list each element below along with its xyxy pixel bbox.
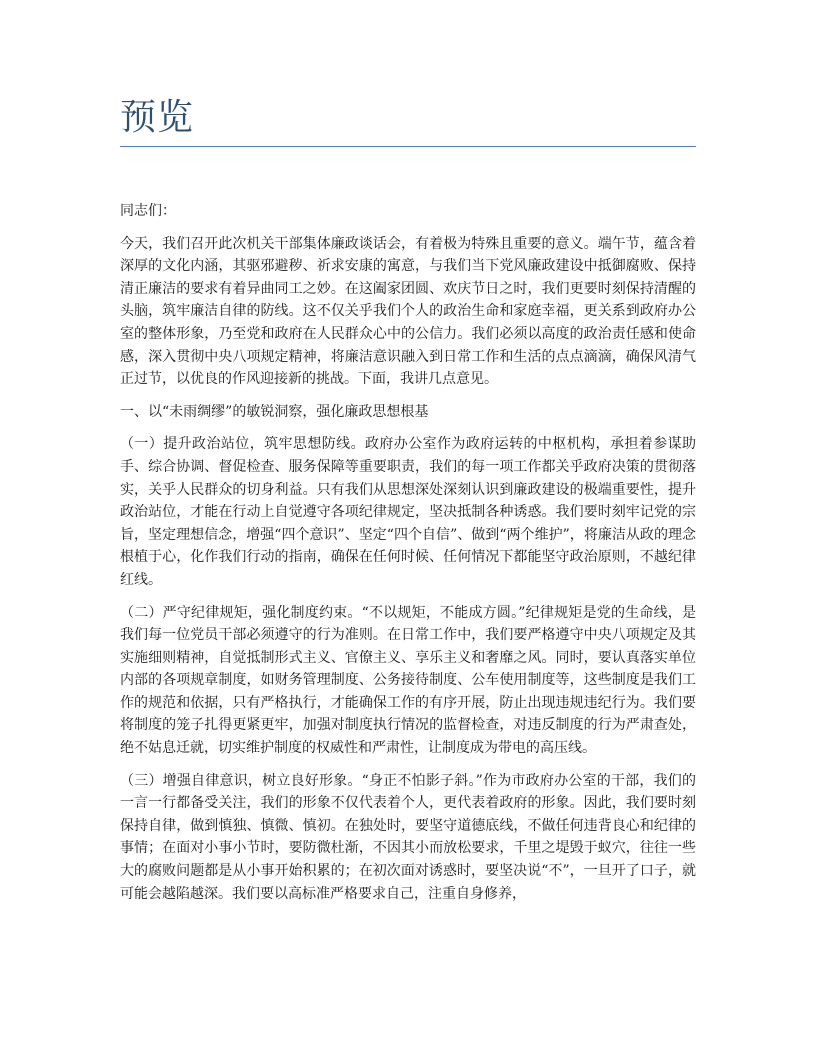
section-heading: 一、以“未雨绸缪”的敏锐洞察，强化廉政思想根基 (120, 403, 429, 420)
salutation: 同志们： (120, 203, 176, 219)
document-title: 预览 (120, 97, 195, 138)
document-body (120, 200, 696, 915)
body-paragraph-3: （三）增强自律意识，树立良好形象。“身正不怕影子斜。”作为市政府办公室的干部，我们的一言一行都备受关注，我们的形象不仅代表着个人，更代表着政府的形象。因此，我们要时刻保持自律，做到慎独、慎微、慎初。在独处时，要坚守道德底线，不做任何违背良心和纪律的事情；在面对小事小节时，要防微杜渐，不因其小而放松要求，千里之堤毁于蚁穴，往往一些大的腐败问题都是从小事开始积累的；在初次面对诱惑时，要坚决说“不”，一旦开了口子，就可能会越陷越深。我们要以高标准严格要求自己，注重自身修养， (120, 772, 696, 902)
intro-paragraph: 今天，我们召开此次机关干部集体廉政谈话会，有着极为特殊且重要的意义。端午节，蕴含着深厚的文化内涵，其驱邪避秽、祈求安康的寓意，与我们当下党风廉政建设中抵御腐败、保持清正廉洁的要求有着异曲同工之妙。在这阖家团圆、欢庆节日之时，我们更要时刻保持清醒的头脑，筑牢廉洁自律的防线。这不仅关乎我们个人的政治生命和家庭幸福，更关系到政府办公室的整体形象，乃至党和政府在人民群众心中的公信力。我们必须以高度的政治责任感和使命感，深入贯彻中央八项规定精神，将廉洁意识融入到日常工作和生活的点点滴滴，确保风清气正过节，以优良的作风迎接新的挑战。下面，我讲几点意见。 (120, 235, 696, 388)
body-paragraph-2: （二）严守纪律规矩，强化制度约束。“不以规矩，不能成方圆。”纪律规矩是党的生命线，是我们每一位党员干部必须遵守的行为准则。在日常工作中，我们要严格遵守中央八项规定及其实施细则精神，自觉抵制形式主义、官僚主义、享乐主义和奢靡之风。同时，要认真落实单位内部的各项规章制度，如财务管理制度、公务接待制度、公车使用制度等，这些制度是我们工作的规范和依据，只有严格执行，才能确保工作的有序开展，防止出现违规违纪行为。我们要将制度的笼子扎得更紧更牢，加强对制度执行情况的监督检查，对违反制度的行为严肃查处，绝不姑息迁就，切实维护制度的权威性和严肃性，让制度成为带电的高压线。 (120, 604, 696, 757)
title-divider (120, 146, 696, 147)
body-paragraph-1: （一）提升政治站位，筑牢思想防线。政府办公室作为政府运转的中枢机构，承担着参谋助手、综合协调、督促检查、服务保障等重要职责，我们的每一项工作都关乎政府决策的贯彻落实，关乎人民群众的切身利益。只有我们从思想深处深刻认识到廉政建设的极端重要性，提升政治站位，才能在行动上自觉遵守各项纪律规定，坚决抵制各种诱惑。我们要时刻牢记党的宗旨，坚定理想信念，增强“四个意识”、坚定“四个自信”、做到“两个维护”，将廉洁从政的理念根植于心，化作我们行动的指南，确保在任何时候、任何情况下都能坚守政治原则，不越纪律红线。 (120, 436, 696, 588)
